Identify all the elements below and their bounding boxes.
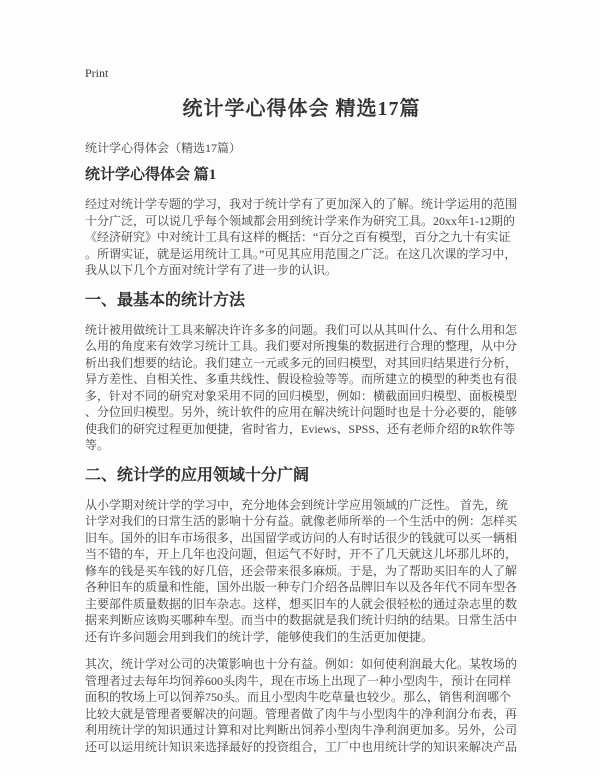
print-link[interactable]: Print (85, 66, 109, 80)
page-subtitle: 统计学心得体会（精选17篇） (85, 141, 242, 155)
page-title: 统计学心得体会 精选17篇 (182, 98, 421, 120)
section-heading-1: 一、最基本的统计方法 (85, 291, 246, 309)
section-heading-2: 二、统计学的应用领域十分广阔 (85, 466, 310, 484)
section-1-paragraph: 统计被用做统计工具来解决许许多多的问题。我们可以从其叫什么、有什么用和怎么用的角度来有效学习统计工具。我们要对所搜集的数据进行合理的整理，从中分析出我们想要的结论。我们建立一元或多元的回归模型，对其回归结果进行分析，异方差性、自相关性、多重共线性、假设检验等等。而所建立的模型的种类也有很多，针对不同的研究对象采用不同的回归模型，例如：横截面回归模型、面板模型、分位回归模型。另外，统计软件的应用在解决统计问题时也是十分必要的，能够使我们的研究过程更加便捷，省时省力，Eviews、SPSS、还有老师介绍的R软件等等。 (85, 322, 518, 452)
section-2-paragraph-1: 从小学期对统计学的学习中，充分地体会到统计学应用领域的广泛性。 首先，统计学对我们的日常生活的影响十分有益。就像老师所举的一个生活中的例：怎样买旧车。国外的旧车市场很多，出国留学或访问的人有时话很少的钱就可以买一辆相当不错的车，开上几年也没问题，但运气不好时，开不了几天就这儿坏那儿坏的，修车的钱是买车钱的好几倍，还会带来很多麻烦。于是，为了帮助买旧车的人了解各种旧车的质量和性能，国外出版一种专门介绍各品牌旧车以及各年代不同车型各主要部件质量数据的旧车杂志。这样，想买旧车的人就会很轻松的通过杂志里的数据来判断应该购买哪种车型。而当中的数据就是我们统计归纳的结果。日常生活中还有许多问题会用到我们的统计学，能够使我们的生活更加便捷。 (85, 497, 518, 644)
section-2-paragraph-2: 其次，统计学对公司的决策影响也十分有益。例如：如何使利润最大化。某牧场的管理者过去每年均饲养600头肉牛，现在市场上出现了一种小型肉牛，预计在同样面积的牧场上可以饲养750头。而且小型肉牛吃草量也较少。那么，销售利润哪个比较大就是管理者要解决的问题。管理者做了肉牛与小型肉牛的净利润分布表，再利用统计学的知识通过计算和对比判断出饲养小型肉牛净利润更加多。另外，公司还可以运用统计知识来选择最好的投资组合，工厂中也用统计学的知识来解决产品 (85, 657, 518, 754)
intro-paragraph: 经过对统计学专题的学习，我对于统计学有了更加深入的了解。统计学运用的范围十分广泛，可以说几乎每个领域都会用到统计学来作为研究工具。20xx年1-12期的《经济研究》中对统计工具有这样的概括：“百分之百有模型，百分之九十有实证。所谓实证，就是运用统计工具。”可见其应用范围之广泛。在这几次课的学习中，我从以下几个方面对统计学有了进一步的认识。 (85, 197, 518, 277)
article-heading: 统计学心得体会 篇1 (85, 167, 217, 183)
